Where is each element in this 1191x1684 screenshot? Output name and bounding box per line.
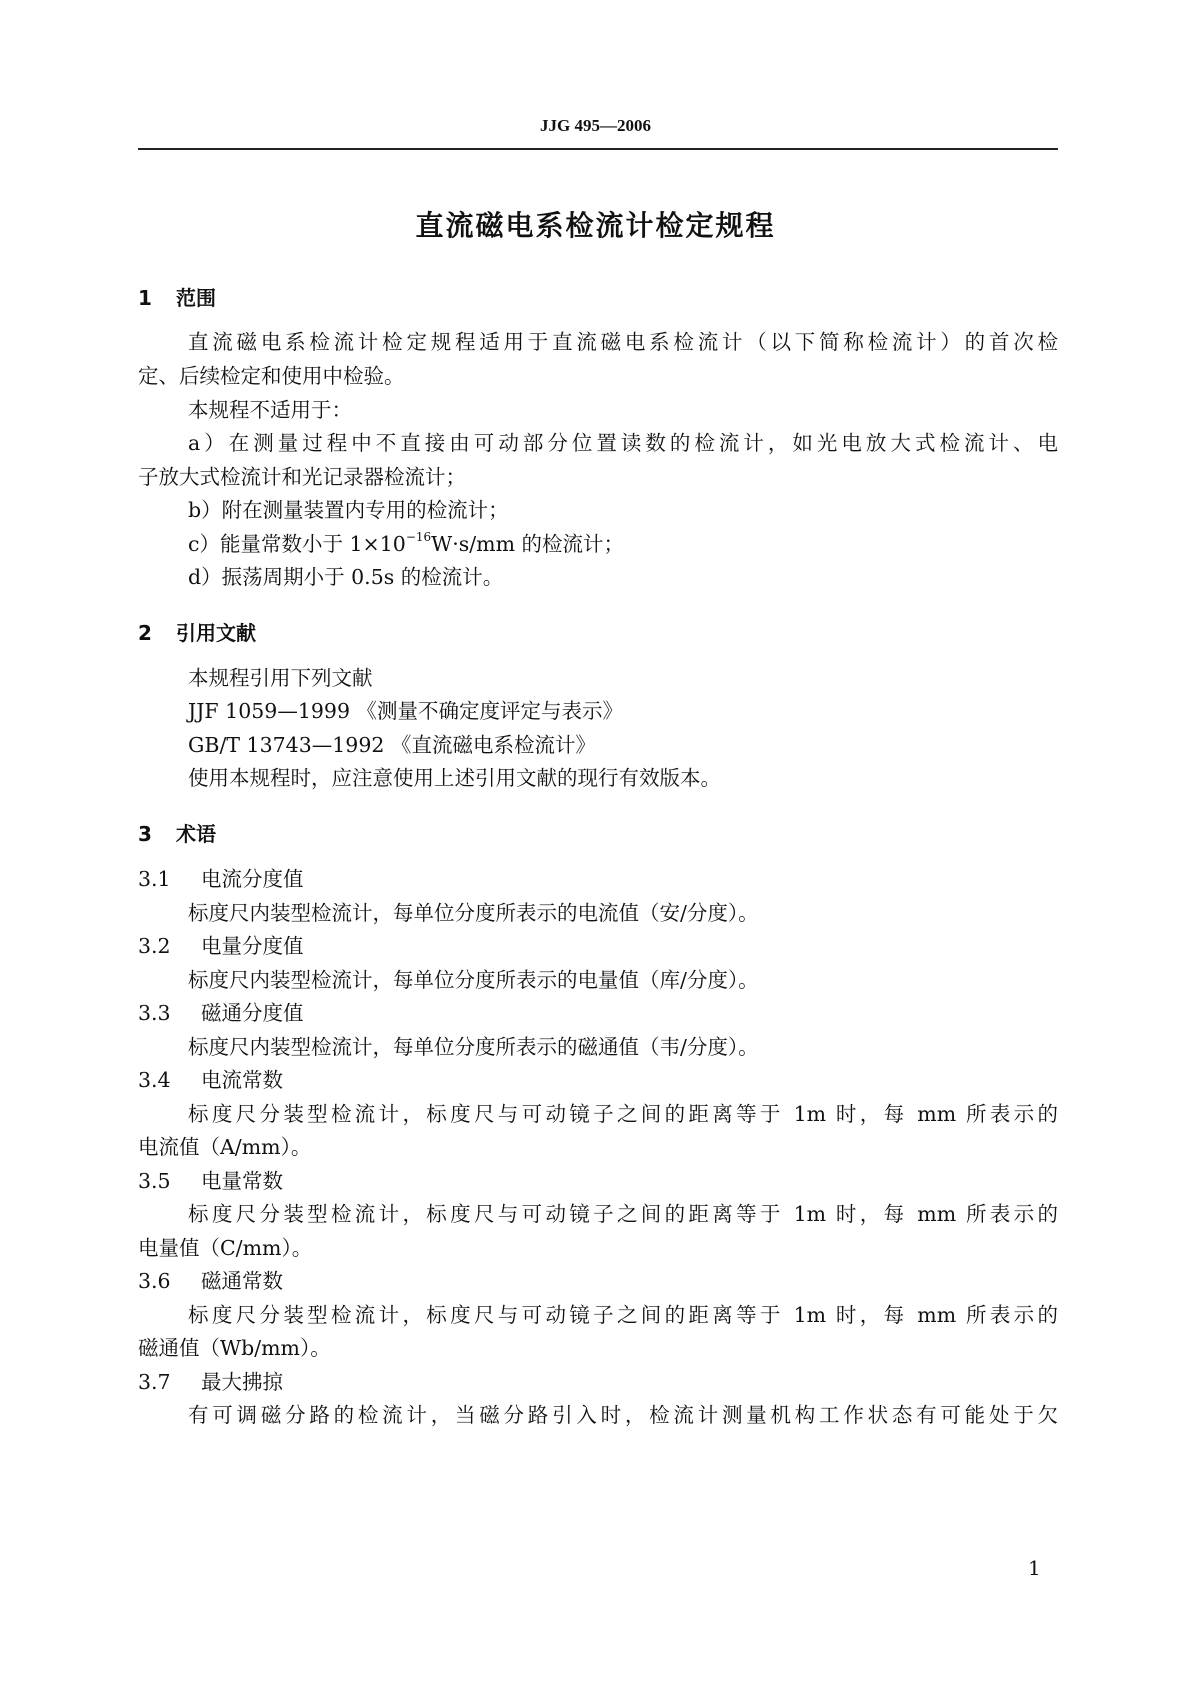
list-item-a: a）在测量过程中不直接由可动部分位置读数的检流计，如光电放大式检流计、电 [188,431,1058,455]
list-item-c-text-end: W·s/mm 的检流计； [431,532,625,556]
clause-heading [138,1171,283,1192]
clause-term: 电量常数 [201,1169,283,1193]
header-rule [138,148,1058,150]
section-heading-1 [138,282,216,311]
clause-definition: 标度尺分装型检流计，标度尺与可动镜子之间的距离等于 1m 时，每 mm 所表示的 [188,1303,1058,1327]
section-label: 术语 [176,822,216,846]
clause-number: 3.2 [138,934,171,958]
clause-heading [138,1003,304,1024]
clause-definition: 标度尺内装型检流计，每单位分度所表示的电流值（安/分度）。 [188,901,759,925]
section-number: 3 [138,822,152,846]
paragraph-line: 本规程引用下列文献 [188,666,373,690]
clause-number: 3.7 [138,1370,171,1394]
clause-definition-cont: 磁通值（Wb/mm）。 [138,1336,331,1360]
clause-definition: 标度尺内装型检流计，每单位分度所表示的电量值（库/分度）。 [188,968,759,992]
clause-definition: 标度尺分装型检流计，标度尺与可动镜子之间的距离等于 1m 时，每 mm 所表示的 [188,1102,1058,1126]
clause-term: 磁通常数 [201,1269,283,1293]
paragraph-line: 使用本规程时，应注意使用上述引用文献的现行有效版本。 [188,766,721,790]
section-heading-3 [138,818,216,847]
clause-term: 磁通分度值 [201,1001,304,1025]
section-heading-2 [138,617,256,646]
reference-item: JJF 1059—1999 《测量不确定度评定与表示》 [188,699,624,723]
paragraph-line: 定、后续检定和使用中检验。 [138,364,405,388]
clause-heading [138,1070,283,1091]
clause-number: 3.5 [138,1169,171,1193]
clause-definition: 有可调磁分路的检流计，当磁分路引入时，检流计测量机构工作状态有可能处于欠 [188,1403,1058,1427]
clause-definition-cont: 电量值（C/mm）。 [138,1236,313,1260]
clause-definition-cont: 电流值（A/mm）。 [138,1135,312,1159]
clause-number: 3.1 [138,867,171,891]
list-item-b: b）附在测量装置内专用的检流计； [188,498,509,522]
reference-item: GB/T 13743—1992 《直流磁电系检流计》 [188,733,596,757]
section-number: 2 [138,621,152,645]
section-number: 1 [138,286,152,310]
clause-heading [138,1271,283,1292]
page-title: 直流磁电系检流计检定规程 [415,209,776,242]
section-label: 引用文献 [176,621,256,645]
paragraph-line: 直流磁电系检流计检定规程适用于直流磁电系检流计（以下简称检流计）的首次检 [188,330,1058,354]
document-code-header: JJG 495—2006 [540,116,651,135]
list-item-d: d）振荡周期小于 0.5s 的检流计。 [188,565,504,589]
paragraph-line: 本规程不适用于： [188,398,352,422]
clause-term: 电流分度值 [201,867,304,891]
clause-definition: 标度尺分装型检流计，标度尺与可动镜子之间的距离等于 1m 时，每 mm 所表示的 [188,1202,1058,1226]
list-item-a-cont: 子放大式检流计和光记录器检流计； [138,465,466,489]
page-number: 1 [1028,1556,1041,1580]
section-label: 范围 [176,286,216,310]
clause-term: 电量分度值 [201,934,304,958]
clause-number: 3.3 [138,1001,171,1025]
clause-heading [138,936,304,957]
clause-heading [138,869,304,890]
list-item-c-text: c）能量常数小于 1×10 [188,532,406,556]
clause-term: 最大拂掠 [201,1370,283,1394]
clause-definition: 标度尺内装型检流计，每单位分度所表示的磁通值（韦/分度）。 [188,1035,759,1059]
clause-number: 3.4 [138,1068,171,1092]
clause-heading [138,1372,283,1393]
exponent: −16 [405,530,432,545]
list-item-c [188,530,625,556]
clause-number: 3.6 [138,1269,171,1293]
clause-term: 电流常数 [201,1068,283,1092]
